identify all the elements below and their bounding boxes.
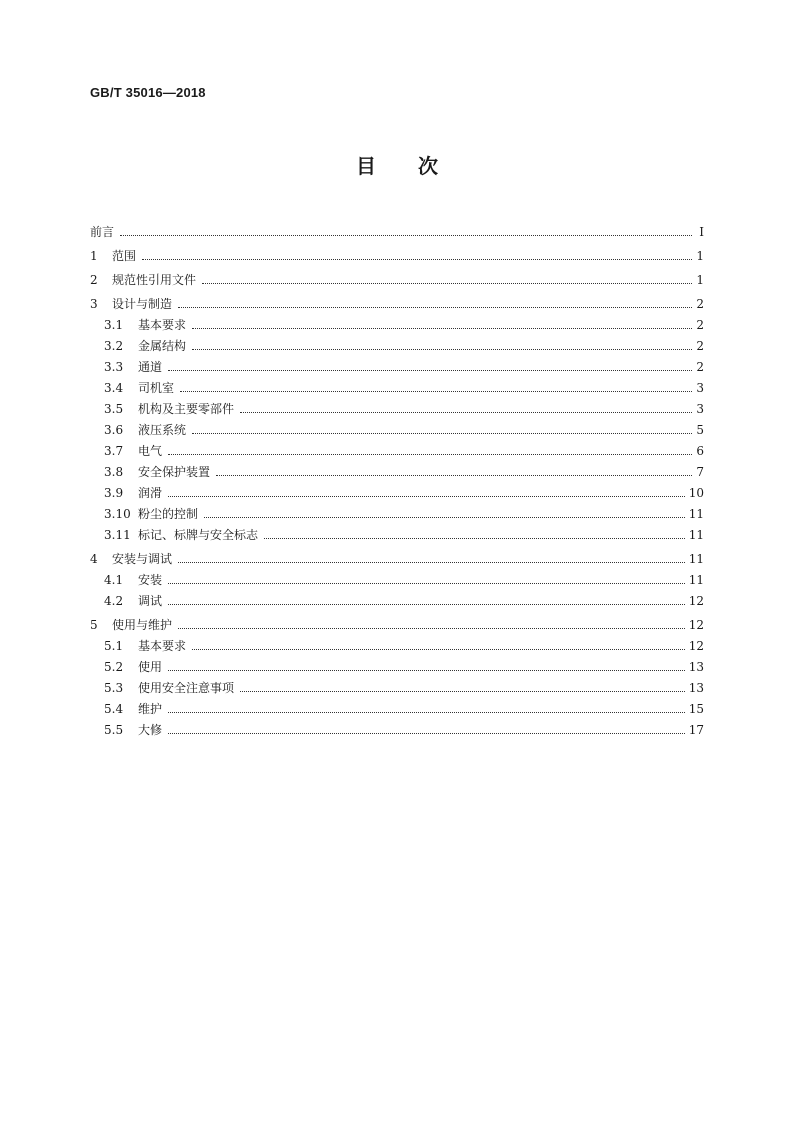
toc-entry-title: 设计与制造 — [112, 297, 173, 311]
toc-entry[interactable] — [90, 631, 704, 652]
toc-entry-number: 3.4 — [104, 381, 124, 395]
toc-entry-title: 机构及主要零部件 — [138, 402, 235, 416]
toc-dot-leader — [120, 234, 692, 236]
toc-page-number: 2 — [696, 318, 704, 332]
toc-dot-leader — [178, 627, 685, 629]
toc-entry-number: 3.9 — [104, 486, 124, 500]
toc-page-number: 3 — [696, 381, 704, 395]
toc-entry-title: 电气 — [138, 444, 163, 458]
toc-entry[interactable] — [90, 241, 704, 262]
toc-entry-number: 3 — [90, 297, 98, 311]
toc-dot-leader — [202, 282, 692, 284]
toc-entry-title: 司机室 — [138, 381, 175, 395]
toc-page-number: 12 — [688, 618, 704, 632]
toc-entry-number: 3.1 — [104, 318, 124, 332]
toc-entry-number: 5.1 — [104, 639, 124, 653]
toc-page-number: 13 — [688, 681, 704, 695]
toc-dot-leader — [178, 561, 685, 563]
toc-page-number: 10 — [688, 486, 704, 500]
toc-entry-title: 规范性引用文件 — [112, 273, 197, 287]
toc-entry-title: 范围 — [112, 249, 137, 263]
toc-dot-leader — [178, 306, 692, 308]
toc-entry-number: 5.2 — [104, 660, 124, 674]
toc-entry[interactable] — [90, 610, 704, 631]
toc-entry-number: 2 — [90, 273, 98, 287]
toc-dot-leader — [168, 711, 685, 713]
toc-entry-number: 3.7 — [104, 444, 124, 458]
toc-page-number: 2 — [696, 360, 704, 374]
toc-page-number: 6 — [696, 444, 704, 458]
toc-entry-title: 通道 — [138, 360, 163, 374]
toc-entry[interactable] — [90, 373, 704, 394]
toc-entry-number: 5 — [90, 618, 98, 632]
toc-entry-title: 维护 — [138, 702, 163, 716]
toc-entry[interactable] — [90, 415, 704, 436]
toc-entry[interactable] — [90, 586, 704, 607]
toc-dot-leader — [180, 390, 692, 392]
toc-entry-title: 安装与调试 — [112, 552, 173, 566]
toc-entry-number: 5.5 — [104, 723, 124, 737]
toc-entry-title: 安装 — [138, 573, 163, 587]
toc-entry[interactable] — [90, 394, 704, 415]
toc-dot-leader — [192, 348, 692, 350]
toc-dot-leader — [192, 648, 685, 650]
toc-page-number: 12 — [688, 594, 704, 608]
toc-dot-leader — [216, 474, 692, 476]
toc-entry[interactable] — [90, 457, 704, 478]
toc-entry[interactable] — [90, 544, 704, 565]
toc-dot-leader — [168, 453, 692, 455]
toc-entry-title: 液压系统 — [138, 423, 187, 437]
toc-dot-leader — [168, 603, 685, 605]
toc-dot-leader — [240, 690, 685, 692]
toc-dot-leader — [168, 369, 692, 371]
toc-entry[interactable] — [90, 499, 704, 520]
toc-entry-title: 标记、标牌与安全标志 — [138, 528, 259, 542]
toc-page-number: 7 — [696, 465, 704, 479]
toc-dot-leader — [192, 327, 692, 329]
toc-page-number: 17 — [688, 723, 704, 737]
toc-entry-title: 使用与维护 — [112, 618, 173, 632]
toc-page-number: 11 — [688, 507, 704, 521]
toc-entry-number: 3.8 — [104, 465, 124, 479]
toc-entry-title: 安全保护装置 — [138, 465, 211, 479]
toc-entry-number: 3.3 — [104, 360, 124, 374]
toc-entry[interactable] — [90, 265, 704, 286]
toc-dot-leader — [168, 669, 685, 671]
page-title-char-1: 目 — [356, 154, 376, 178]
toc-dot-leader — [240, 411, 692, 413]
toc-dot-leader — [168, 732, 685, 734]
toc-entry-title: 调试 — [138, 594, 163, 608]
toc-page-number: 13 — [688, 660, 704, 674]
toc-page-number: 11 — [688, 573, 704, 587]
toc-page-number: Ⅰ — [699, 225, 704, 239]
page-title — [0, 150, 794, 179]
toc-entry-title: 使用安全注意事项 — [138, 681, 235, 695]
toc-entry[interactable] — [90, 310, 704, 331]
standard-code: GB/T 35016—2018 — [90, 85, 206, 100]
toc-entry-title: 粉尘的控制 — [138, 507, 199, 521]
toc-entry[interactable] — [90, 352, 704, 373]
toc-page-number: 2 — [696, 297, 704, 311]
toc-entry[interactable] — [90, 331, 704, 352]
toc-entry[interactable] — [90, 289, 704, 310]
toc-page-number: 1 — [696, 249, 704, 263]
toc-dot-leader — [264, 537, 685, 539]
toc-entry-number: 1 — [90, 249, 98, 263]
toc-dot-leader — [142, 258, 692, 260]
toc-entry-title: 基本要求 — [138, 318, 187, 332]
toc-entry[interactable] — [90, 565, 704, 586]
toc-entry-number: 5.4 — [104, 702, 124, 716]
toc-page-number: 15 — [688, 702, 704, 716]
toc-page-number: 5 — [696, 423, 704, 437]
toc-entry-number: 4 — [90, 552, 98, 566]
toc-entry[interactable] — [90, 673, 704, 694]
toc-entry[interactable] — [90, 217, 704, 238]
toc-entry-title: 前言 — [90, 225, 115, 239]
toc-page-number: 3 — [696, 402, 704, 416]
toc-entry[interactable] — [90, 715, 704, 736]
toc-entry[interactable] — [90, 694, 704, 715]
toc-entry-number: 3.2 — [104, 339, 124, 353]
toc-entry-title: 基本要求 — [138, 639, 187, 653]
toc-entry[interactable] — [90, 436, 704, 457]
toc-entry-number: 4.2 — [104, 594, 124, 608]
toc-page-number: 2 — [696, 339, 704, 353]
toc-entry-number: 3.10 — [104, 507, 131, 521]
toc-page-number: 11 — [688, 528, 704, 542]
toc-dot-leader — [168, 582, 685, 584]
toc-entry-number: 4.1 — [104, 573, 124, 587]
toc-dot-leader — [168, 495, 685, 497]
toc-page-number: 11 — [688, 552, 704, 566]
toc-dot-leader — [192, 432, 692, 434]
toc-entry-number: 3.6 — [104, 423, 124, 437]
toc-page-number: 12 — [688, 639, 704, 653]
toc-page-number: 1 — [696, 273, 704, 287]
toc-entry-number: 3.11 — [104, 528, 131, 542]
page-title-char-2: 次 — [418, 154, 438, 178]
toc-entry[interactable] — [90, 520, 704, 541]
toc-dot-leader — [204, 516, 685, 518]
toc-entry[interactable] — [90, 478, 704, 499]
toc-entry-title: 使用 — [138, 660, 163, 674]
toc-entry-number: 5.3 — [104, 681, 124, 695]
table-of-contents — [90, 217, 704, 736]
toc-entry-number: 3.5 — [104, 402, 124, 416]
toc-entry[interactable] — [90, 652, 704, 673]
toc-entry-title: 金属结构 — [138, 339, 187, 353]
toc-entry-title: 大修 — [138, 723, 163, 737]
toc-entry-title: 润滑 — [138, 486, 163, 500]
